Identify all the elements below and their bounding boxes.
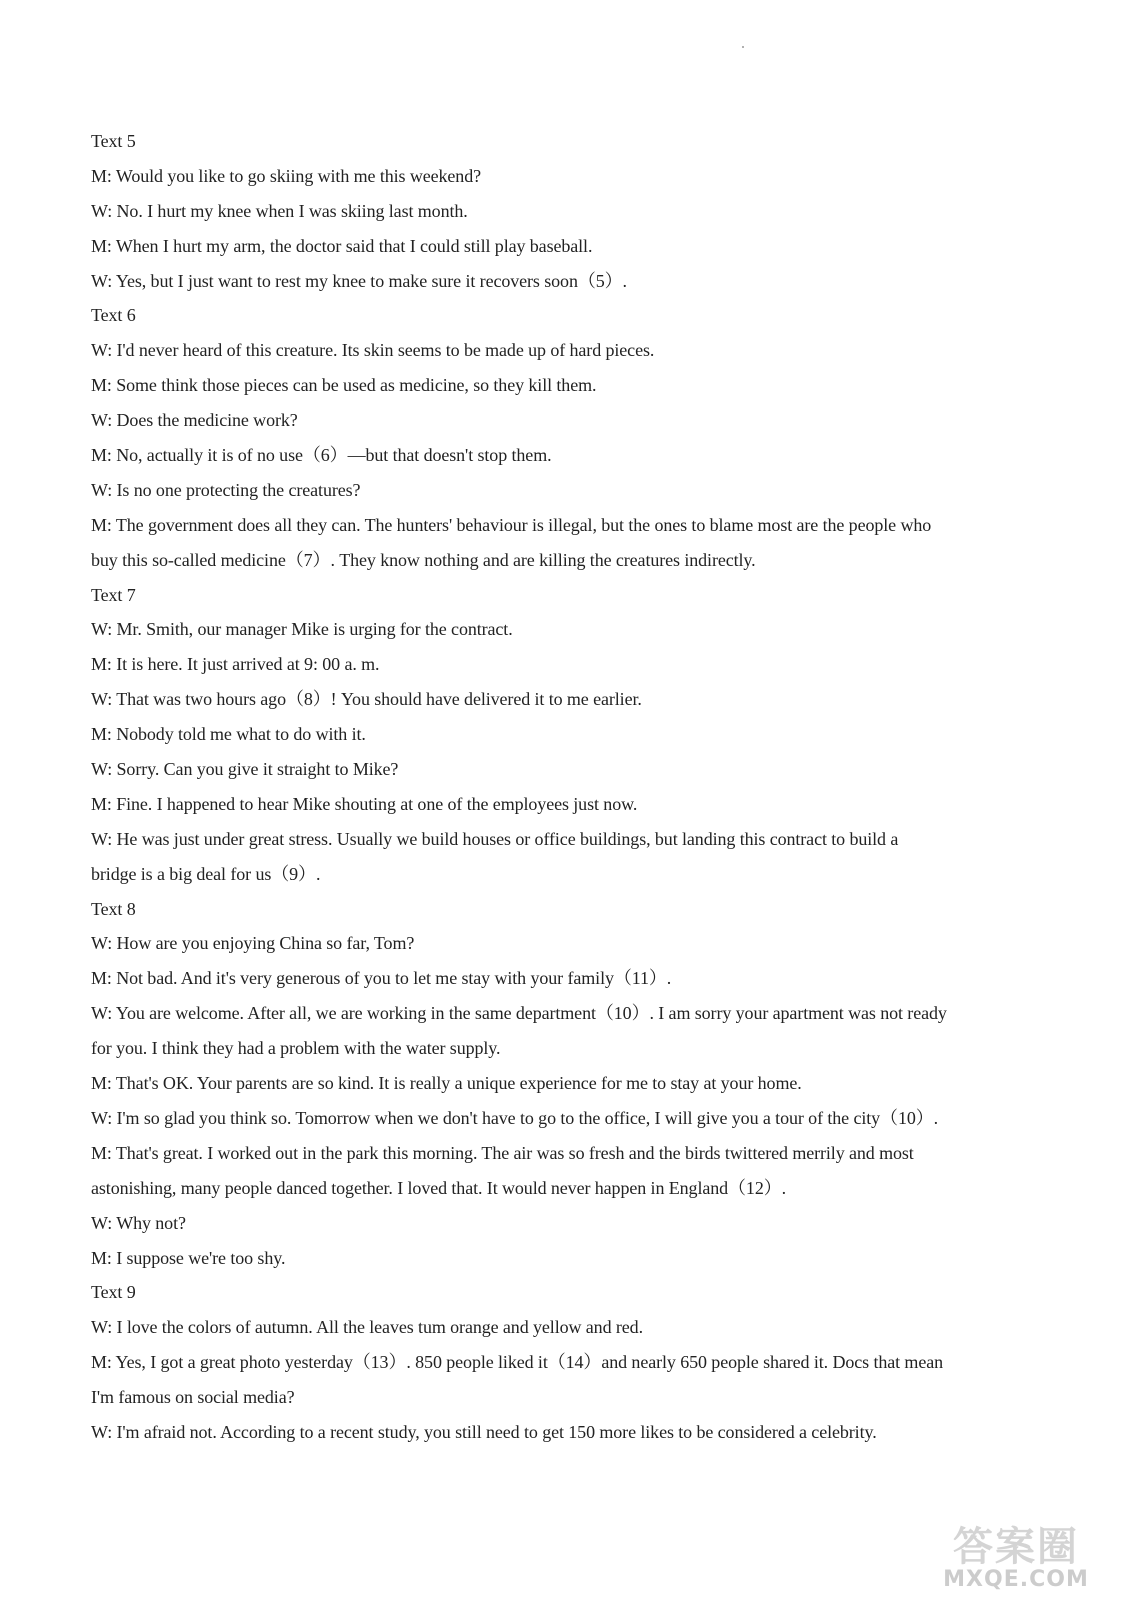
text-5-heading: Text 5 — [91, 131, 136, 151]
dialogue-line: M: That's OK. Your parents are so kind. It is really a unique experience for me to stay at your home. — [91, 1073, 802, 1094]
text-7-heading: Text 7 — [91, 584, 136, 605]
dialogue-line: W: Yes, but I just want to rest my knee to make sure it recovers soon（5）. — [91, 270, 627, 291]
dialogue-line: M: No, actually it is of no use（6）—but that doesn't stop them. — [91, 445, 552, 466]
text-8-heading: Text 8 — [91, 898, 136, 919]
dialogue-line: W: Why not? — [91, 1212, 186, 1233]
dialogue-line: M: The government does all they can. The hunters' behaviour is illegal, but the ones to blame most are the people who — [91, 514, 932, 535]
dialogue-line: W: I'm so glad you think so. Tomorrow when we don't have to go to the office, I will give you a tour of the city（10）. — [91, 1107, 939, 1128]
dialogue-line: M: I suppose we're too shy. — [91, 1247, 286, 1268]
watermark-domain-text: MXQE.COM — [943, 1567, 1089, 1592]
dialogue-line-continued: for you. I think they had a problem with the water supply. — [91, 1038, 501, 1059]
dialogue-line: M: It is here. It just arrived at 9: 00 a. m. — [91, 654, 380, 675]
dialogue-line: W: No. I hurt my knee when I was skiing last month. — [91, 200, 468, 221]
dialogue-line: W: Sorry. Can you give it straight to Mike? — [91, 759, 399, 780]
dialogue-line: M: Not bad. And it's very generous of you to let me stay with your family（11）. — [91, 968, 672, 989]
dialogue-line: M: Fine. I happened to hear Mike shouting at one of the employees just now. — [91, 793, 638, 814]
dialogue-line-continued: buy this so-called medicine（7）. They know nothing and are killing the creatures indirectly. — [91, 549, 756, 570]
dialogue-line: M: That's great. I worked out in the park this morning. The air was so fresh and the birds twittered merrily and most — [91, 1142, 914, 1163]
dialogue-line: W: I love the colors of autumn. All the leaves tum orange and yellow and red. — [91, 1317, 643, 1338]
dialogue-line-continued: astonishing, many people danced together. I loved that. It would never happen in England（12）. — [91, 1177, 787, 1198]
dialogue-line: W: How are you enjoying China so far, Tom? — [91, 933, 415, 954]
dialogue-line-continued: I'm famous on social media? — [91, 1387, 295, 1408]
dialogue-line: W: Mr. Smith, our manager Mike is urging for the contract. — [91, 619, 513, 640]
document-body — [91, 124, 1041, 1450]
text-6-heading: Text 6 — [91, 305, 136, 326]
text-9-heading: Text 9 — [91, 1282, 136, 1303]
dialogue-line: W: That was two hours ago（8）! You should have delivered it to me earlier. — [91, 689, 642, 710]
dialogue-line: M: Would you like to go skiing with me this weekend? — [91, 165, 481, 186]
scan-speck — [742, 46, 744, 48]
dialogue-line: W: I'm afraid not. According to a recent study, you still need to get 150 more likes to be considered a celebrity. — [91, 1421, 877, 1442]
dialogue-line: W: Does the medicine work? — [91, 410, 298, 431]
dialogue-line: W: Is no one protecting the creatures? — [91, 479, 361, 500]
dialogue-line: M: Yes, I got a great photo yesterday（13）. 850 people liked it（14）and nearly 650 people shared it. Docs that mean — [91, 1352, 944, 1373]
dialogue-line: W: I'd never heard of this creature. Its skin seems to be made up of hard pieces. — [91, 340, 655, 361]
watermark-logo-text: 答案圈 — [953, 1524, 1079, 1570]
dialogue-line: M: Nobody told me what to do with it. — [91, 724, 366, 745]
site-watermark — [921, 1526, 1111, 1596]
dialogue-line: M: Some think those pieces can be used as medicine, so they kill them. — [91, 375, 597, 396]
dialogue-line: W: You are welcome. After all, we are working in the same department（10）. I am sorry your apartment was not ready — [91, 1003, 947, 1024]
dialogue-line-continued: bridge is a big deal for us（9）. — [91, 863, 321, 884]
dialogue-line: M: When I hurt my arm, the doctor said that I could still play baseball. — [91, 235, 593, 256]
dialogue-line: W: He was just under great stress. Usually we build houses or office buildings, but landing this contract to build a — [91, 828, 899, 849]
